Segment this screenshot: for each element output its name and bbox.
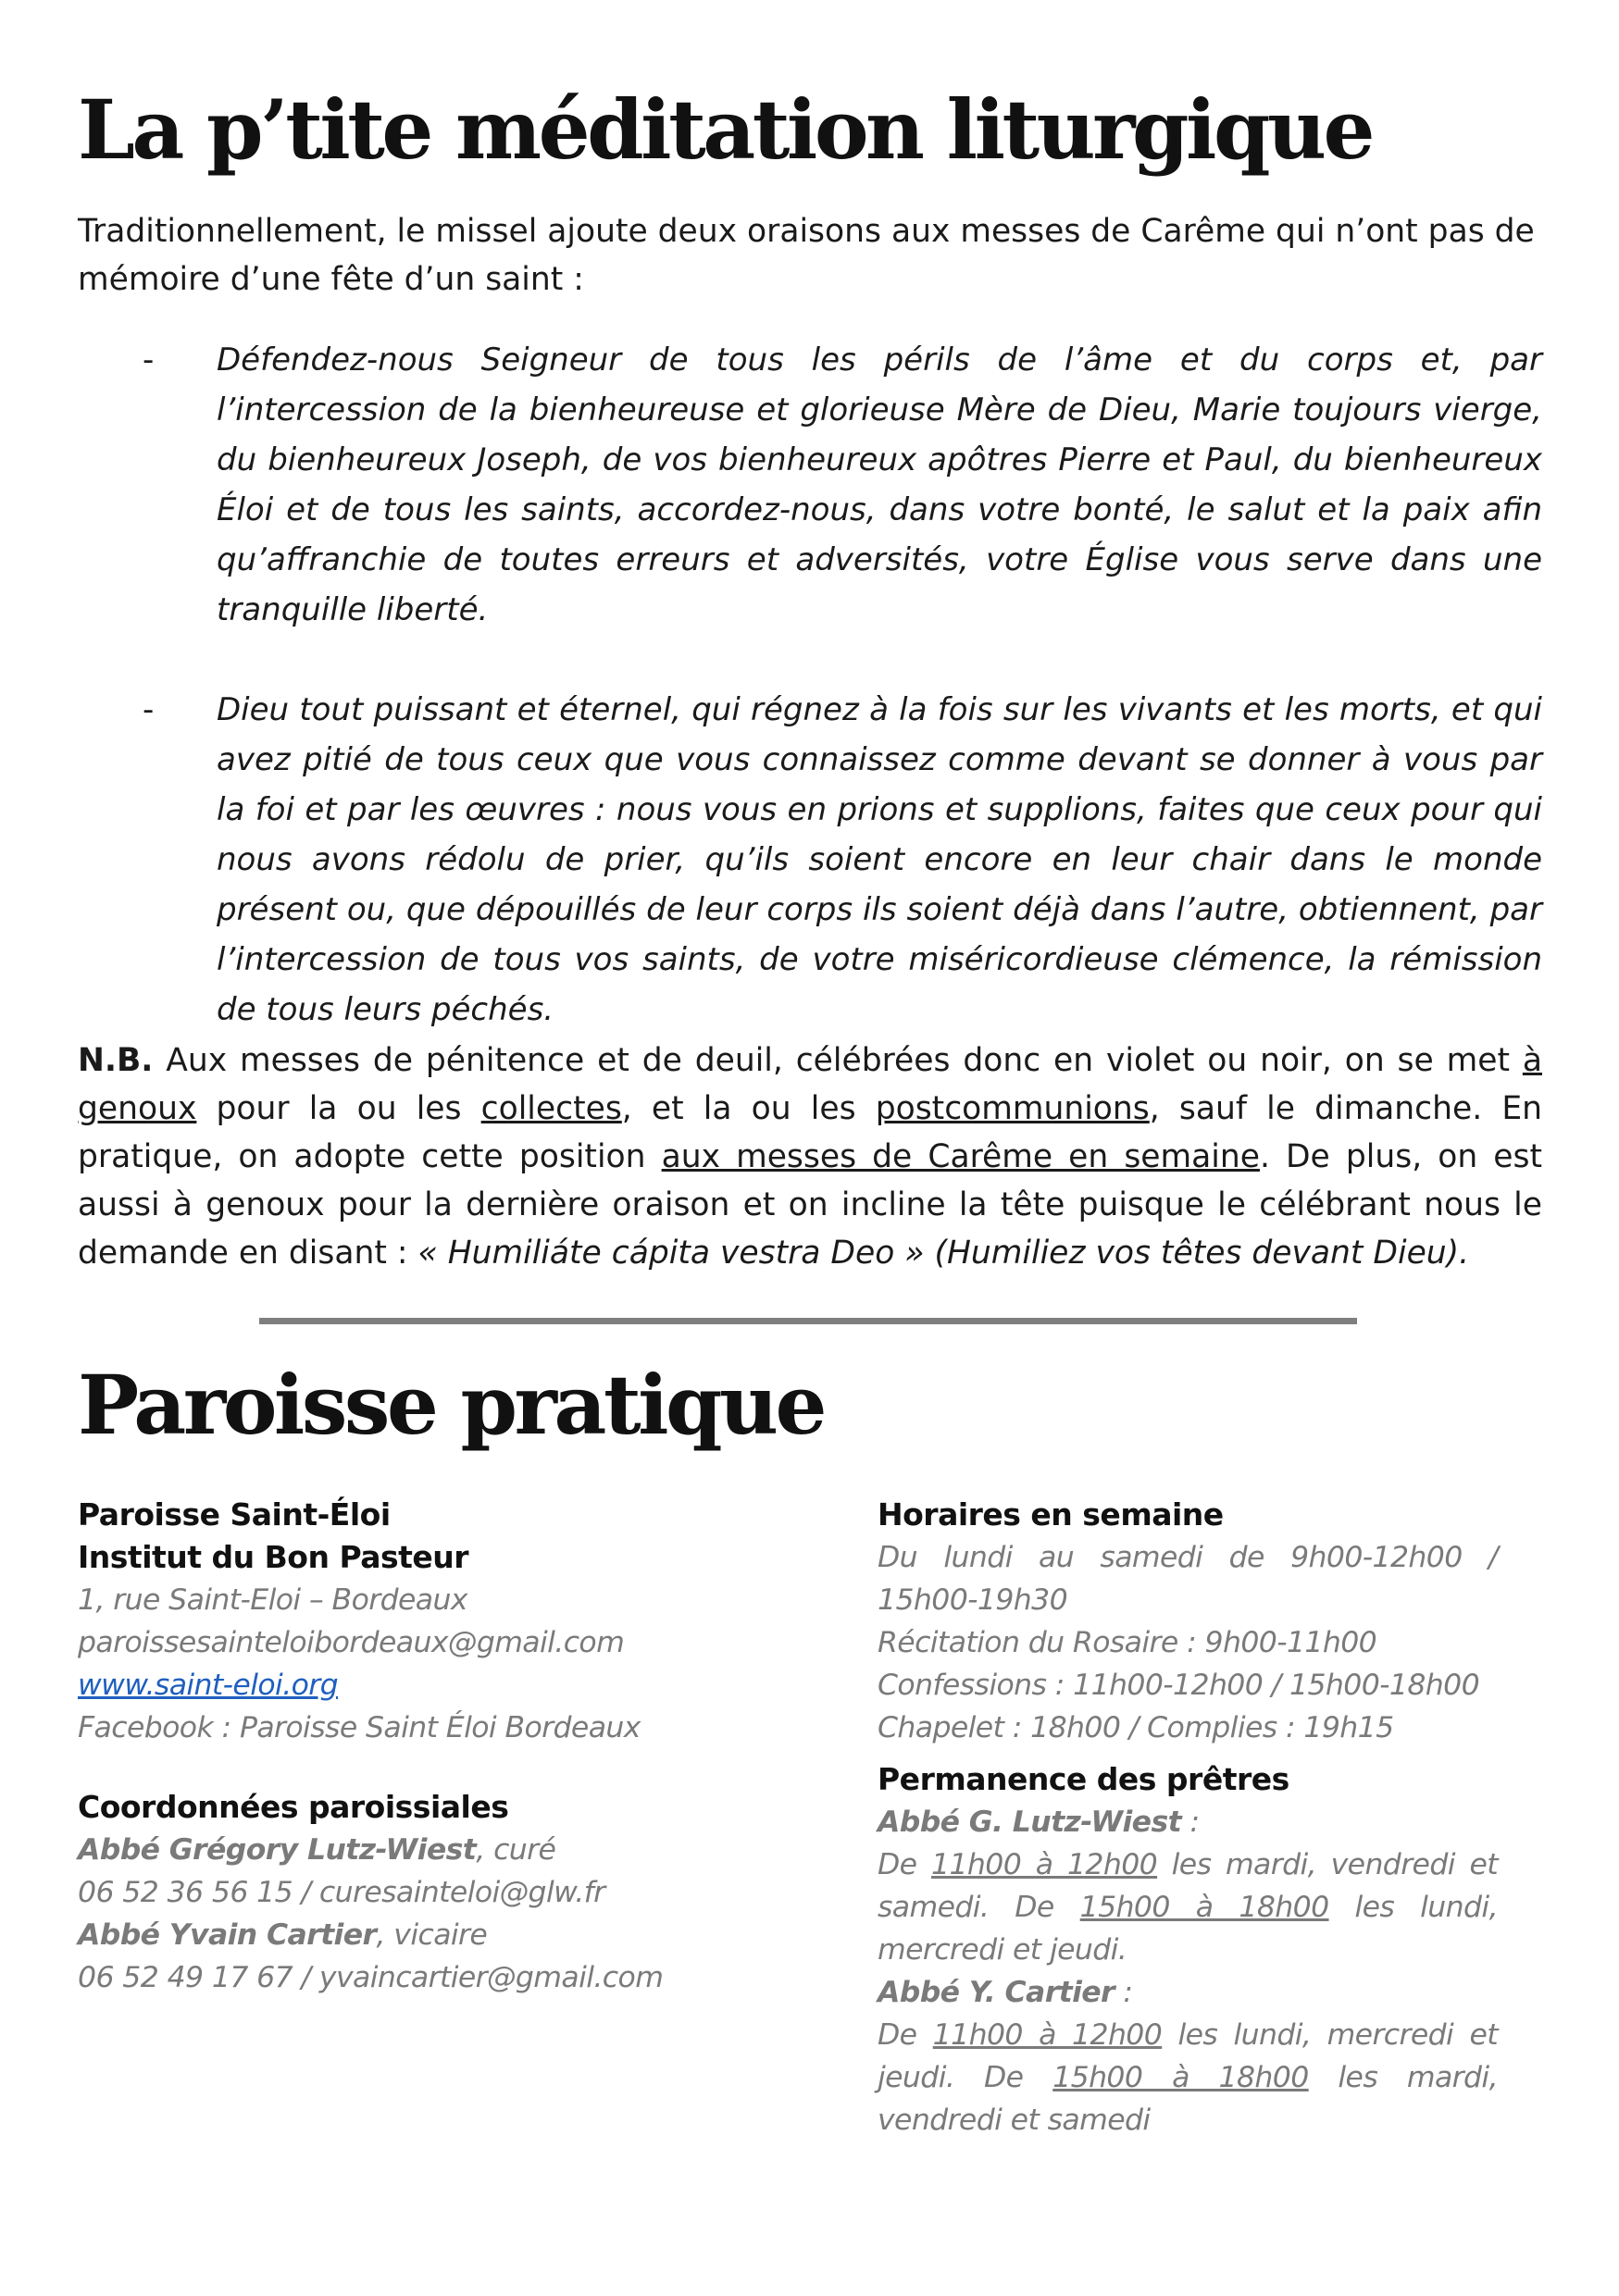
- priest2-colon: :: [1115, 1976, 1133, 2009]
- prayer-item: [78, 685, 1542, 1035]
- prayer-list: [78, 335, 1542, 1085]
- nb-underlined-text: aux messes de Carême en semaine: [661, 1138, 1260, 1175]
- priest1-line: [878, 1801, 1498, 1843]
- schedule-text: les mardi, vendredi et samedi: [878, 2061, 1498, 2137]
- vicar-line: [78, 1914, 781, 1956]
- nb-underlined-text: à genoux: [78, 1042, 1542, 1127]
- weekday-heading: Horaires en semaine: [878, 1496, 1224, 1533]
- nb-text: , et la ou les: [621, 1090, 876, 1127]
- curate-line: [78, 1829, 781, 1871]
- priest1-schedule: [878, 1843, 1498, 1971]
- nb-text: Aux messes de pénitence et de deuil, célébrées donc en violet ou noir, on se met: [153, 1042, 1523, 1079]
- facebook-info: Facebook : Paroisse Saint Éloi Bordeaux: [78, 1711, 641, 1744]
- time-range: 11h00 à 12h00: [931, 1848, 1158, 1881]
- schedule-text: De: [878, 1848, 931, 1881]
- prayer-text: Défendez-nous Seigneur de tous les périls de l’âme et du corps et, par l’intercession de la bienheureuse et glorieuse Mère de Dieu, Marie toujours vierge, du bienheureux Joseph, de vos bienheureux apôtres Pierre et Paul, du bienheureux Éloi et de tous les saints, accordez-nous, dans votre bonté, le salut et la paix afin qu’affranchie de toutes erreurs et adversités, votre Église vous serve dans une tranquille liberté.: [217, 341, 1542, 628]
- schedule-column: [878, 1494, 1498, 2141]
- time-range: 15h00 à 18h00: [1079, 1891, 1329, 1924]
- section-divider: [259, 1318, 1357, 1324]
- meditation-title: La p’tite méditation liturgique: [78, 81, 1372, 178]
- prayer-item: [78, 335, 1542, 635]
- permanence-heading: Permanence des prêtres: [878, 1761, 1289, 1797]
- parish-name: Paroisse Saint-Éloi: [78, 1496, 391, 1533]
- nb-label: N.B.: [78, 1042, 154, 1079]
- meditation-intro: Traditionnellement, le missel ajoute deux oraisons aux messes de Carême qui n’ont pas de mémoire d’une fête d’un saint :: [78, 213, 1535, 298]
- chapelet-hours: Chapelet : 18h00 / Complies : 19h15: [878, 1711, 1394, 1744]
- vicar-contact: 06 52 49 17 67 / yvaincartier@gmail.com: [78, 1961, 664, 1994]
- priest2-name: Abbé Y. Cartier: [878, 1976, 1115, 2009]
- nb-quote: « Humiliáte cápita vestra Deo » (Humiliez vos têtes devant Dieu).: [417, 1235, 1470, 1272]
- rosary-hours: Récitation du Rosaire : 9h00-11h00: [878, 1626, 1377, 1659]
- vicar-name: Abbé Yvain Cartier: [78, 1918, 377, 1952]
- institute-name: Institut du Bon Pasteur: [78, 1539, 469, 1575]
- time-range: 11h00 à 12h00: [932, 2018, 1163, 2052]
- priest1-colon: :: [1181, 1806, 1200, 1839]
- vicar-role: , vicaire: [376, 1918, 488, 1952]
- priest1-name: Abbé G. Lutz-Wiest: [878, 1806, 1182, 1839]
- bullet-dash: -: [143, 691, 155, 728]
- curate-name: Abbé Grégory Lutz-Wiest: [78, 1833, 477, 1867]
- schedule-text: les lundi, mercredi et jeudi.: [878, 1891, 1498, 1967]
- nb-underlined-text: collectes: [480, 1090, 622, 1127]
- parish-email: paroissesainteloibordeaux@gmail.com: [78, 1626, 625, 1659]
- nota-bene: [78, 1036, 1542, 1277]
- bullet-dash: -: [143, 341, 155, 379]
- parish-info-column: [78, 1494, 781, 1999]
- time-range: 15h00 à 18h00: [1052, 2061, 1309, 2094]
- schedule-text: les lundi, mercredi et jeudi. De: [878, 2018, 1498, 2094]
- nb-underlined-text: postcommunions: [875, 1090, 1150, 1127]
- schedule-text: De: [878, 2018, 933, 2052]
- prayer-text: Dieu tout puissant et éternel, qui régnez à la fois sur les vivants et les morts, et qui avez pitié de tous ceux que vous connaissez comme devant se donner à vous par la foi et par les œuvres : nous vous en prions et supplions, faites que ceux pour qui nous avons rédolu de prier, qu’ils soient encore en leur chair dans le monde présent ou, que dépouillés de leur corps ils soient déjà dans l’autre, obtiennent, par l’intercession de tous vos saints, de votre miséricordieuse clémence, la rémission de tous leurs péchés.: [217, 691, 1542, 1028]
- confession-hours: Confessions : 11h00-12h00 / 15h00-18h00: [878, 1669, 1480, 1702]
- nb-text: . De plus, on est aussi à genoux pour la dernière oraison et on incline la tête puisque le célébrant nous le demande en disant :: [78, 1138, 1543, 1272]
- priest2-line: [878, 1971, 1498, 2014]
- nb-text: , sauf le dimanche. En pratique, on adopte cette position: [78, 1090, 1543, 1175]
- parish-address: 1, rue Saint-Eloi – Bordeaux: [78, 1583, 467, 1617]
- priest2-schedule: [878, 2014, 1498, 2141]
- curate-role: , curé: [476, 1833, 556, 1867]
- website-link[interactable]: www.saint-eloi.org: [78, 1669, 339, 1702]
- nb-text: pour la ou les: [196, 1090, 481, 1127]
- parish-title: Paroisse pratique: [78, 1357, 825, 1453]
- contacts-heading: Coordonnées paroissiales: [78, 1789, 509, 1825]
- curate-contact: 06 52 36 56 15 / curesainteloi@glw.fr: [78, 1876, 605, 1909]
- schedule-text: les mardi, vendredi et samedi. De: [878, 1848, 1498, 1924]
- weekday-hours: Du lundi au samedi de 9h00-12h00 / 15h00-19h30: [878, 1541, 1498, 1617]
